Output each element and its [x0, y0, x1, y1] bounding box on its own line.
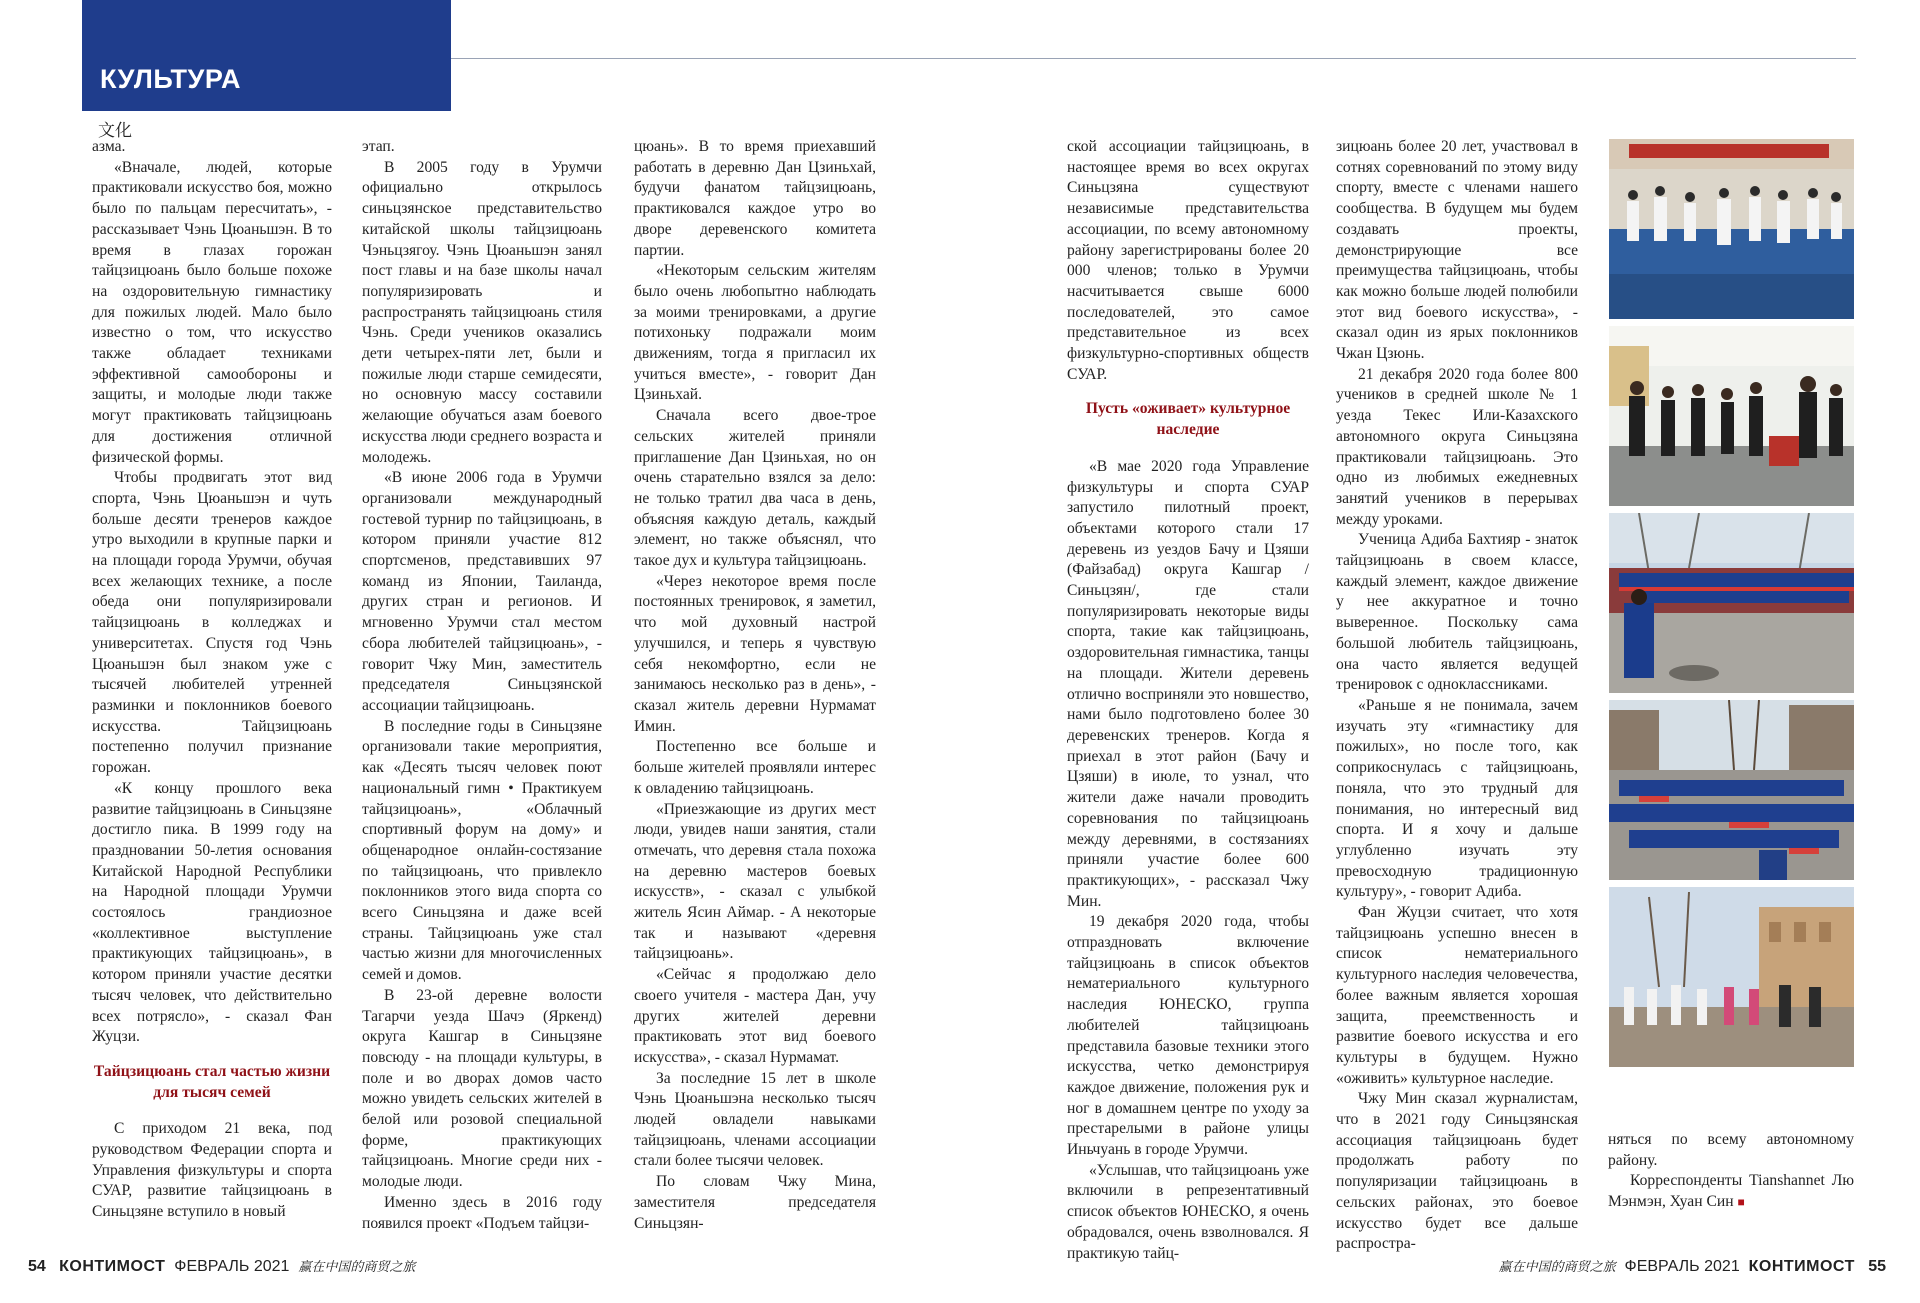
tagline-cn-left: 赢在中国的商贸之旅 — [298, 1260, 416, 1275]
paragraph: В 2005 году в Урумчи официально открылось синьцзянское представительство китайской школы тайцзицюань Чэньцзягоу. Чэнь Цюаньшэн занял пост главы и на базе школы начал популяризировать и распространять тайцзицюань стиля Чэнь. Среди учеников оказались дети четырех-пяти лет, были и пожилые люди старше семидесяти, но основную массу составили желающие обучаться азам боевого искусства люди среднего возраста и молодежь. — [362, 158, 602, 466]
paragraph: По словам Чжу Мина, заместителя председателя Синьцзян- — [634, 1173, 876, 1232]
byline — [1608, 1171, 1854, 1212]
paragraph: «Услышав, что тайцзицюань уже включили в репрезентативный список объектов ЮНЕСКО, я очень обрадовался, очень взволновался. Я практикую тайц- — [1067, 1161, 1309, 1262]
paragraph: Чтобы продвигать этот вид спорта, Чэнь Цюаньшэн и чуть больше десяти тренеров каждое утро выходили в крупные парки и на площади города Урумчи, обучая всех желающих технике, а после обеда они популяризировали тайцзицюань в колледжах и университетах. Спустя год Чэнь Цюаньшэн был знаком уже с тысячей любителей утренней разминки и поклонников боевого искусства. Тайцзицюань постепенно получил признание горожан. — [92, 469, 332, 777]
photo-indoor-practice — [1609, 326, 1854, 506]
paragraph: В 23-ой деревне волости Тагарчи уезда Шачэ (Яркенд) округа Кашгар в Синьцзяне повсюду - на площади культуры, в поле и во дворах домов часто можно увидеть сельских жителей в белой или розовой специальной форме, практикующих тайцзицюань. Многие среди них - молодые люди. — [362, 986, 602, 1191]
paragraph: азма. — [92, 138, 126, 155]
subheading: Пусть «оживает» культурное наследие — [1085, 400, 1291, 439]
paragraph: этап. — [362, 138, 395, 155]
paragraph: «Вначале, людей, которые практиковали искусство боя, можно было по пальцам пересчитать», - рассказывает Чэнь Цюаньшэн. В то время в глазах горожан тайцзицюань было больше похоже на оздоровительную гимнастику для пожилых людей. Мало было известно о том, что искусство также обладает техниками эффективной самообороны и защиты, и молодые люди также могут практиковать тайцзицюань для достижения отличной физической формы. — [92, 158, 332, 466]
paragraph: «Приезжающие из других мест люди, увидев наши занятия, стали отмечать, что деревня стала похожа на деревню мастеров боевых искусств», - сказал с улыбкой житель Ясин Аймар. - А некоторые так и называют «деревня тайцзицюань». — [634, 800, 876, 963]
paragraph: Фан Жуцзи считает, что хотя тайцзицюань успешно внесен в список нематериального культурного наследия человечества, более важным является хорошая защита, преемственность и развитие боевого искусства и его культуры в будущем. Нужно «оживить» культурное наследие. — [1336, 904, 1578, 1087]
section-title: КУЛЬТУРА — [100, 64, 241, 94]
article-column-4 — [1067, 137, 1309, 1264]
article-column-1 — [92, 137, 332, 1223]
article-column-3 — [634, 137, 876, 1234]
header-rule — [451, 58, 1856, 59]
paragraph: «В июне 2006 года в Урумчи организовали международный гостевой турнир по тайцзицюань, в котором приняли участие 812 спортсменов, представивших 97 команд из Японии, Таиланда, других стран и регионов. И мгновенно Урумчи стал местом сбора любителей тайцзицюань», - говорит Чжу Мин, заместитель председателя Синьцзянской ассоциации тайцзицюань. — [362, 469, 602, 714]
paragraph: «Через некоторое время после постоянных тренировок, я заметил, что мой духовный настрой улучшился, и теперь я чувствую себя некомфортно, если не занимаюсь несколько раз в день», - сказал житель деревни Нурмамат Имин. — [634, 572, 876, 735]
paragraph: зицюань более 20 лет, участвовал в сотнях соревнований по этому виду спорту, вместе с членами нашего сообщества. В будущем мы будем создавать проекты, демонстрирующие все преимущества тайцзицюань, чтобы как можно больше людей полюбили этот вид боевого искусства», - сказал один из ярых поклонников Чжан Цзюнь. — [1336, 138, 1578, 363]
issue-date-right: ФЕВРАЛЬ 2021 — [1624, 1258, 1740, 1275]
paragraph: В последние годы в Синьцзяне организовали такие мероприятия, как «Десять тысяч человек поют национальный гимн • Практикуем тайцзицюань», «Облачный спортивный форум на дому» и общенародное онлайн-состязание по тайцзицюань, что привлекло поклонников этого вида спорта со всего Синьцзяна и даже всей страны. Тайцзицюань уже стал частью жизни для многочисленных семей и домов. — [362, 717, 602, 984]
issue-date-left: ФЕВРАЛЬ 2021 — [174, 1258, 290, 1275]
footer-right — [1499, 1256, 1886, 1276]
paragraph: За последние 15 лет в школе Чэнь Цюаньшэна несколько тысяч людей овладели навыками тайцзицюань, членами ассоциации стали более тысячи человек. — [634, 1069, 876, 1170]
paragraph: Ученица Адиба Бахтияр - знаток тайцзицюань в своем классе, каждый элемент, каждое движение у нее аккуратное и точно выверенное. Поскольку сама большой любитель тайцзицюань, она часто является ведущей тренировок с одноклассниками. — [1336, 531, 1578, 694]
tagline-cn-right: 赢在中国的商贸之旅 — [1498, 1260, 1616, 1275]
paragraph: няться по всему автономному району. — [1608, 1131, 1854, 1169]
subheading: Тайцзицюань стал частью жизни для тысяч семей — [93, 1062, 331, 1101]
paragraph: 19 декабря 2020 года, чтобы отпраздновать включение тайцзицюань в список объектов нематериального культурного наследия ЮНЕСКО, группа любителей тайцзицюань представила базовые техники этого искусства, четко демонстрируя каждое движение, положения рук и ног в домашнем центре по уходу за престарелыми в районе улицы Иньчуань в городе Урумчи. — [1067, 913, 1309, 1159]
paragraph: «Сейчас я продолжаю дело своего учителя - мастера Дан, учу других жителей деревни практиковать этот вид боевого искусства», - сказал Нурмамат. — [634, 966, 876, 1066]
paragraph: «Некоторым сельским жителям было очень любопытно наблюдать за моими тренировками, а другие потихоньку подражали моим движениям, тогда я пригласил их учиться вместе», - говорит Дан Цзиньхай. — [634, 262, 876, 404]
article-column-6 — [1608, 1130, 1854, 1213]
paragraph: Именно здесь в 2016 году появился проект «Подъем тайцзи- — [362, 1193, 602, 1232]
paragraph: 21 декабря 2020 года более 800 учеников в средней школе № 1 уезда Текес Или-Казахского автономного округа Синьцзяна практиковали тайцзицюань. Это одно из любимых ежедневных занятий учеников в перерывах между уроками. — [1336, 365, 1578, 528]
magazine-name-left: КОНТИМОСТ — [59, 1258, 166, 1275]
photo-school-yard — [1609, 513, 1854, 693]
paragraph: ской ассоциации тайцзицюань, в настоящее время во всех округах Синьцзяна существуют независимые представительства ассоциации, по всему автономному району зарегистрированы более 20 000 членов; только в Урумчи насчитывается свыше 6000 последователей, это самое представительное из всех физкультурно-спортивных обществ СУАР. — [1067, 138, 1309, 383]
article-column-5 — [1336, 137, 1578, 1255]
article-column-2 — [362, 137, 602, 1234]
paragraph: «В мае 2020 года Управление физкультуры и спорта СУАР запустило пилотный проект, объектами которого стали 17 деревень из уездов Бачу и Цзяши (Файзабад) округа Кашгар /Синьцзян/, где стали популяризировать некоторые виды спорта, такие как тайцзицюань, оздоровительная гимнастика, танцы на площади. Жители деревень отлично восприняли это новшество, нами было подготовлено более 30 деревенских тренеров. Когда я приехал в этот район (Бачу и Цзяши) в июле, то узнал, что жители даже начали проводить соревнования по тайцзицюань между деревнями, в состязаниях приняли участие более 600 практикующих», - рассказал Чжу Мин. — [1067, 457, 1309, 910]
paragraph: Чжу Мин сказал журналистам, что в 2021 году Синьцзянская ассоциация тайцзицюань будет продолжать работу по популяризации тайцзицюань в сельских районах, это боевое искусство будет все дальше распростра- — [1336, 1090, 1578, 1253]
paragraph: цюань». В то время приехавший работать в деревню Дан Цзиньхай, будучи фанатом тайцзицюань, практиковался каждое утро во дворе деревенского комитета партии. — [634, 138, 876, 259]
photo-outdoor-group — [1609, 887, 1854, 1067]
photo-indoor-training — [1609, 139, 1854, 319]
end-mark-icon: ■ — [1737, 1195, 1745, 1210]
byline-text: Корреспонденты Tianshannet Лю Мэнмэн, Хуан Син — [1608, 1172, 1854, 1211]
magazine-name-right: КОНТИМОСТ — [1748, 1258, 1855, 1275]
paragraph: Постепенно все больше и больше жителей проявляли интерес к овладению тайцзицюань. — [634, 738, 876, 797]
photo-courtyard-practice — [1609, 700, 1854, 880]
paragraph: С приходом 21 века, под руководством Федерации спорта и Управления физкультуры и спорта СУАР, развитие тайцзицюань в Синьцзяне вступило в новый — [92, 1120, 332, 1221]
footer-left — [28, 1256, 415, 1276]
paragraph: «К концу прошлого века развитие тайцзицюань в Синьцзяне достигло пика. В 1999 году на праздновании 50-летия основания Китайской Народной Республики на Народной площади Урумчи состоялось грандиозное «коллективное выступление практикующих тайцзицюань», в котором приняли участие десятки тысяч человек, что действительно всех потрясло», - сказал Фан Жуцзи. — [92, 779, 332, 1046]
paragraph: «Раньше я не понимала, зачем изучать эту «гимнастику для пожилых», но после того, как соприкоснулась с тайцзицюань, поняла, что это трудный для понимания, но интересный вид спорта. И я хочу и дальше углубленно изучать эту превосходную традиционную культуру», - говорит Адиба. — [1336, 696, 1578, 901]
section-title-cn: 文化 — [98, 121, 132, 141]
page-number-right: 55 — [1868, 1258, 1886, 1275]
page-number-left: 54 — [28, 1258, 46, 1275]
paragraph: Сначала всего двое-трое сельских жителей приняли приглашение Дан Цзиньхая, но он очень старательно взялся за дело: не только тратил два часа в день, объясняя каждую деталь, каждый элемент, но также объяснял, что такое дух и культура тайцзицюань. — [634, 407, 876, 570]
